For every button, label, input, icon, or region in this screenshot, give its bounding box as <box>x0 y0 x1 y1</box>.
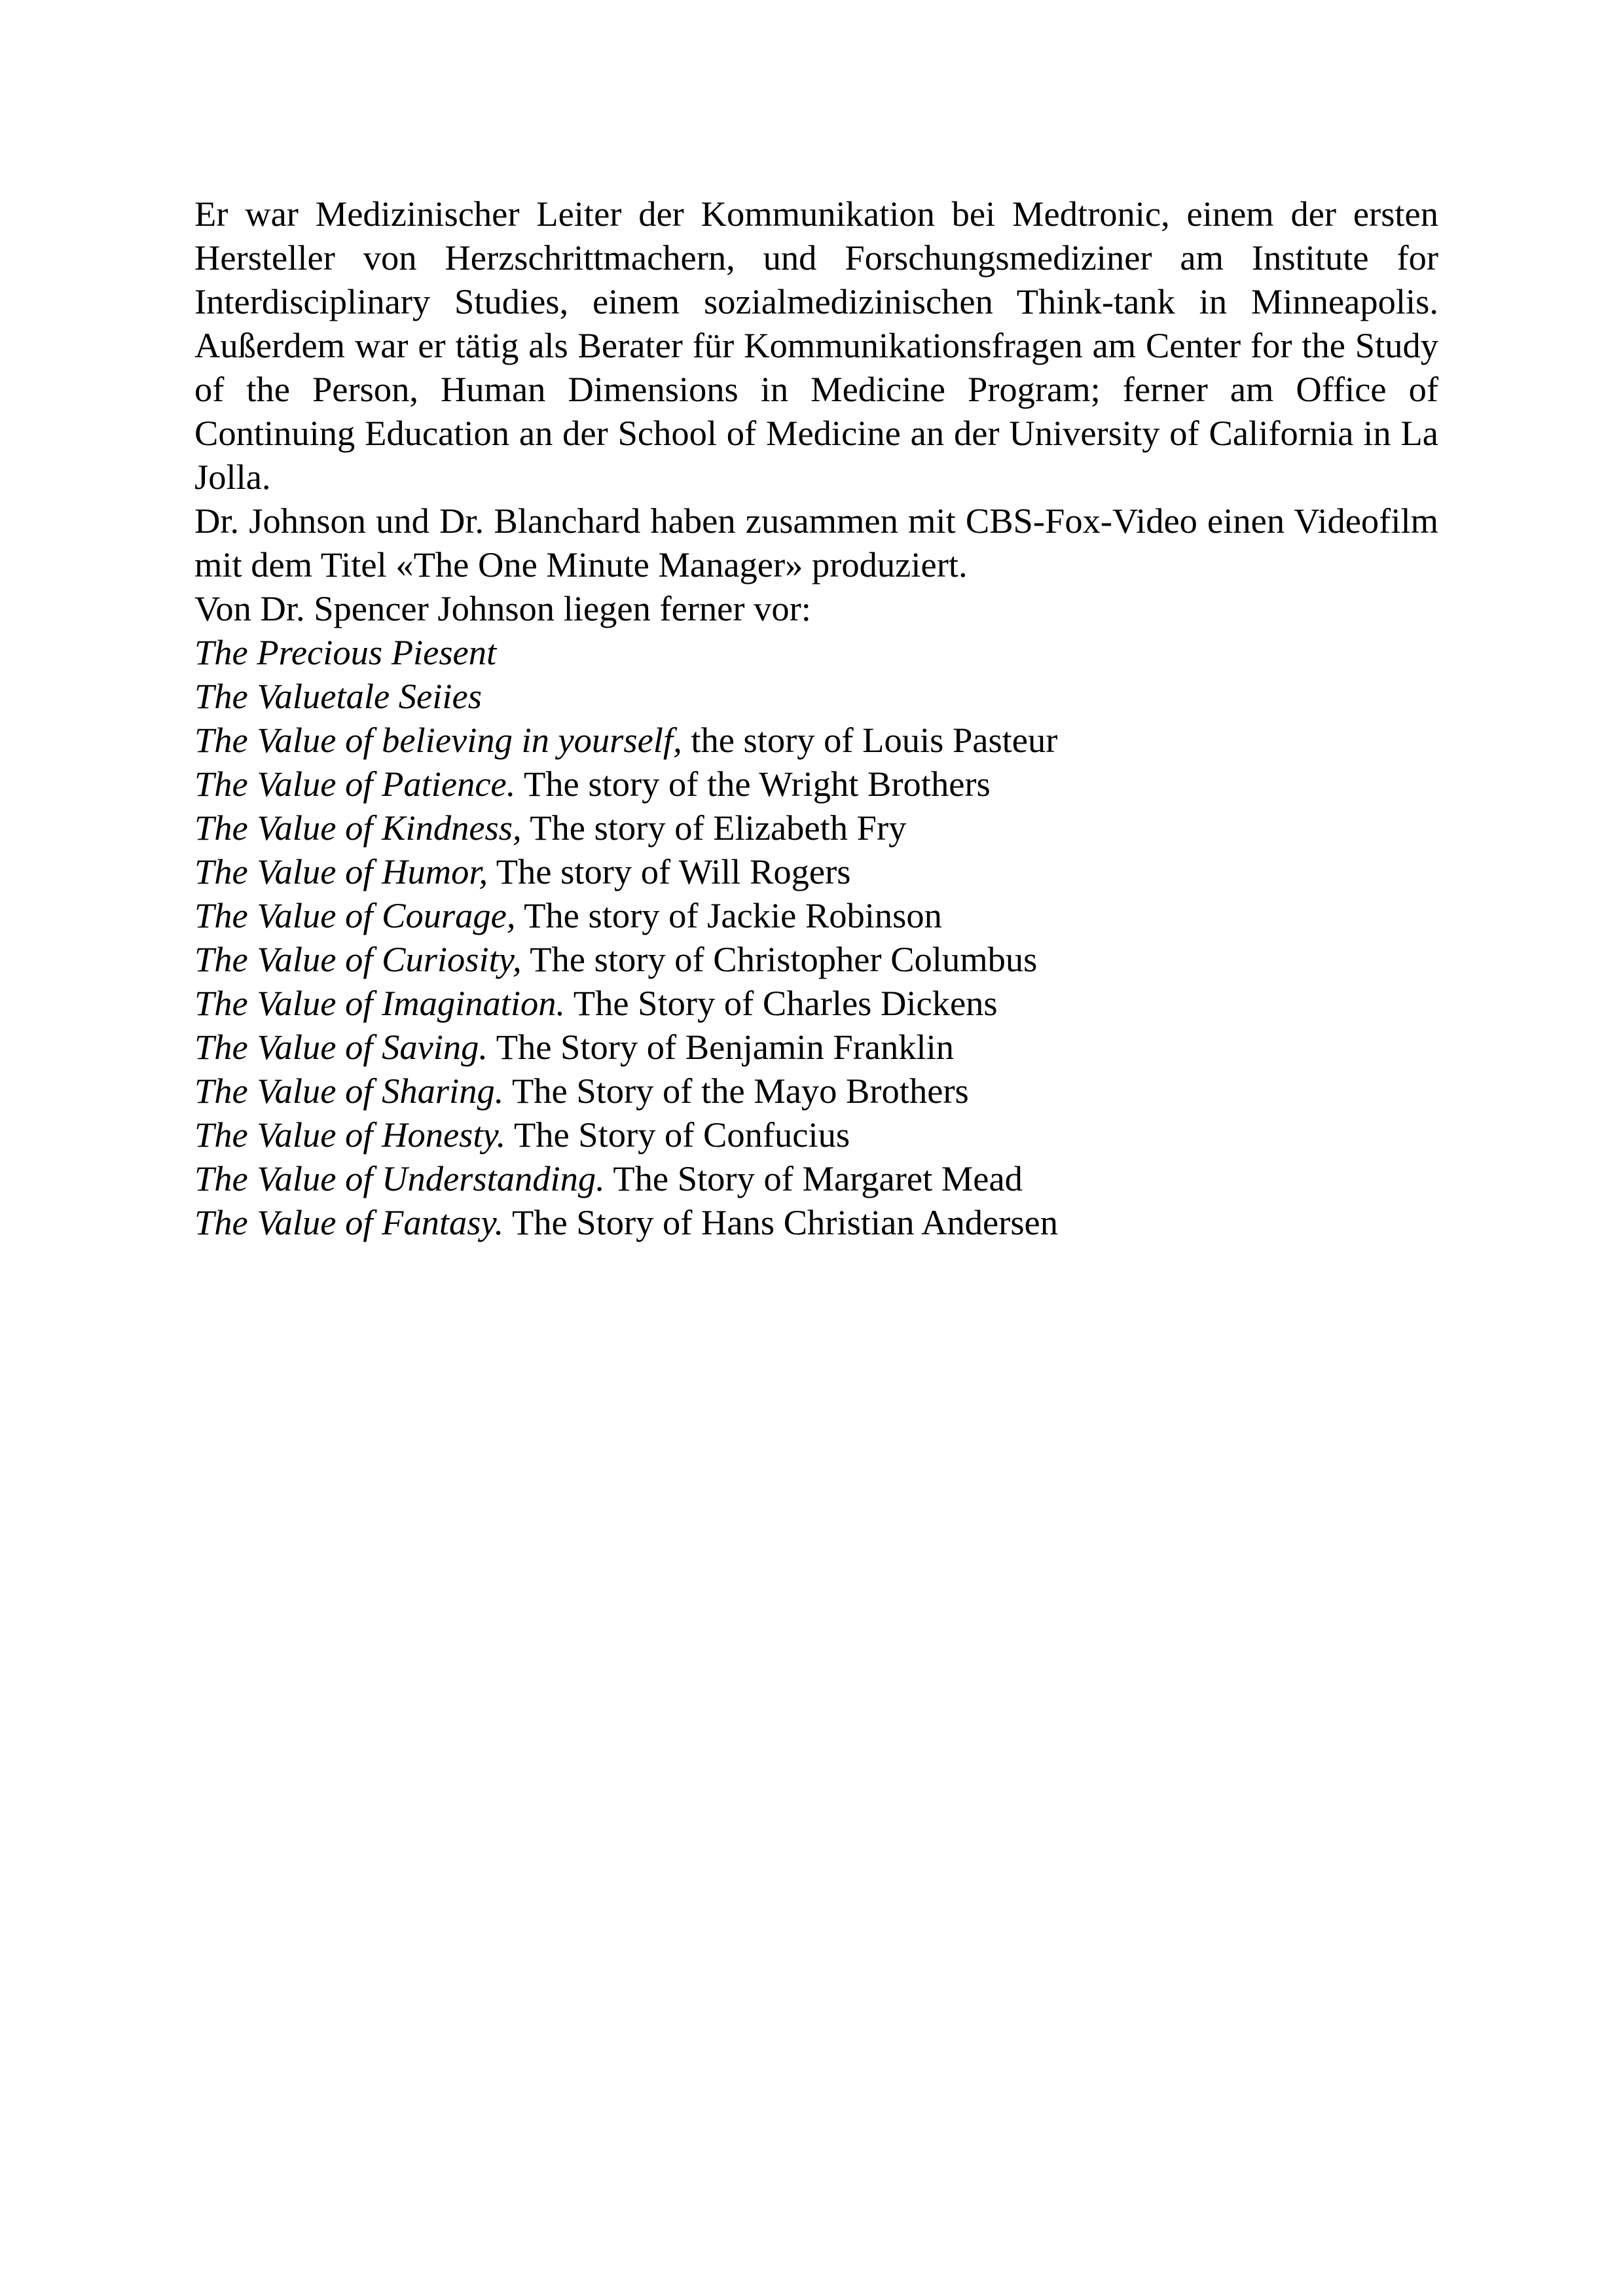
book-list <box>194 630 1438 1244</box>
book-list-item <box>194 850 1438 893</box>
book-title: The Value of believing in yourself, <box>194 720 682 760</box>
book-list-item <box>194 806 1438 850</box>
book-title: The Value of Fantasy. <box>194 1202 504 1242</box>
book-title: The Value of Kindness, <box>194 808 522 848</box>
book-list-item <box>194 1025 1438 1069</box>
book-subtitle: The Story of Hans Christian Andersen <box>503 1202 1058 1242</box>
document-body <box>194 192 1438 1244</box>
book-title: The Value of Honesty. <box>194 1115 506 1155</box>
book-subtitle: The Story of Charles Dickens <box>565 983 998 1023</box>
book-list-item <box>194 718 1438 762</box>
author-bio-paragraph: Er war Medizinischer Leiter der Kommunikation bei Medtronic, einem der ersten Hersteller von Herzschrittmachern, und Forschungsmediziner am Institute for Interdisciplinary Studies, einem sozialmedizinischen Think-tank in Minneapolis. Außerdem war er tätig als Berater für Kommunikationsfragen am Center for the Study of the Person, Human Dimensions in Medicine Program; ferner am Office of Continuing Education an der School of Medicine an der University of California in La Jolla. <box>194 194 1438 497</box>
book-list-item <box>194 674 1438 718</box>
video-paragraph: Dr. Johnson und Dr. Blanchard haben zusammen mit CBS-Fox-Video einen Videofilm mit dem Titel «The One Minute Manager» produziert. <box>194 501 1438 584</box>
book-subtitle: The story of the Wright Brothers <box>515 764 991 804</box>
book-subtitle: The Story of the Mayo Brothers <box>503 1071 969 1111</box>
book-subtitle: The story of Jackie Robinson <box>515 895 942 935</box>
book-subtitle: the story of Louis Pasteur <box>682 720 1058 760</box>
book-list-item <box>194 762 1438 806</box>
book-title: The Value of Understanding. <box>194 1158 605 1198</box>
book-list-item <box>194 1157 1438 1200</box>
book-title: The Value of Humor, <box>194 852 488 891</box>
book-title: The Value of Courage, <box>194 895 516 935</box>
book-title: The Value of Patience. <box>194 764 516 804</box>
book-subtitle: The story of Christopher Columbus <box>521 939 1038 979</box>
book-subtitle: The story of Elizabeth Fry <box>521 808 907 848</box>
book-subtitle: The Story of Margaret Mead <box>604 1158 1023 1198</box>
book-title: The Value of Saving. <box>194 1027 488 1067</box>
book-subtitle: The Story of Benjamin Franklin <box>488 1027 955 1067</box>
book-list-item <box>194 1113 1438 1157</box>
book-list-item <box>194 981 1438 1025</box>
book-list-item <box>194 893 1438 937</box>
book-subtitle: The story of Will Rogers <box>488 852 851 891</box>
book-subtitle: The Story of Confucius <box>505 1115 850 1155</box>
further-works-intro: Von Dr. Spencer Johnson liegen ferner vor: <box>194 588 811 628</box>
book-title: The Value of Imagination. <box>194 983 566 1023</box>
book-list-item <box>194 630 1438 674</box>
book-list-item <box>194 1069 1438 1113</box>
book-list-item <box>194 1200 1438 1244</box>
book-title: The Value of Sharing. <box>194 1071 504 1111</box>
book-list-item <box>194 937 1438 981</box>
book-title: The Precious Piesent <box>194 632 497 672</box>
book-title: The Valuetale Seiies <box>194 676 482 716</box>
book-title: The Value of Curiosity, <box>194 939 522 979</box>
